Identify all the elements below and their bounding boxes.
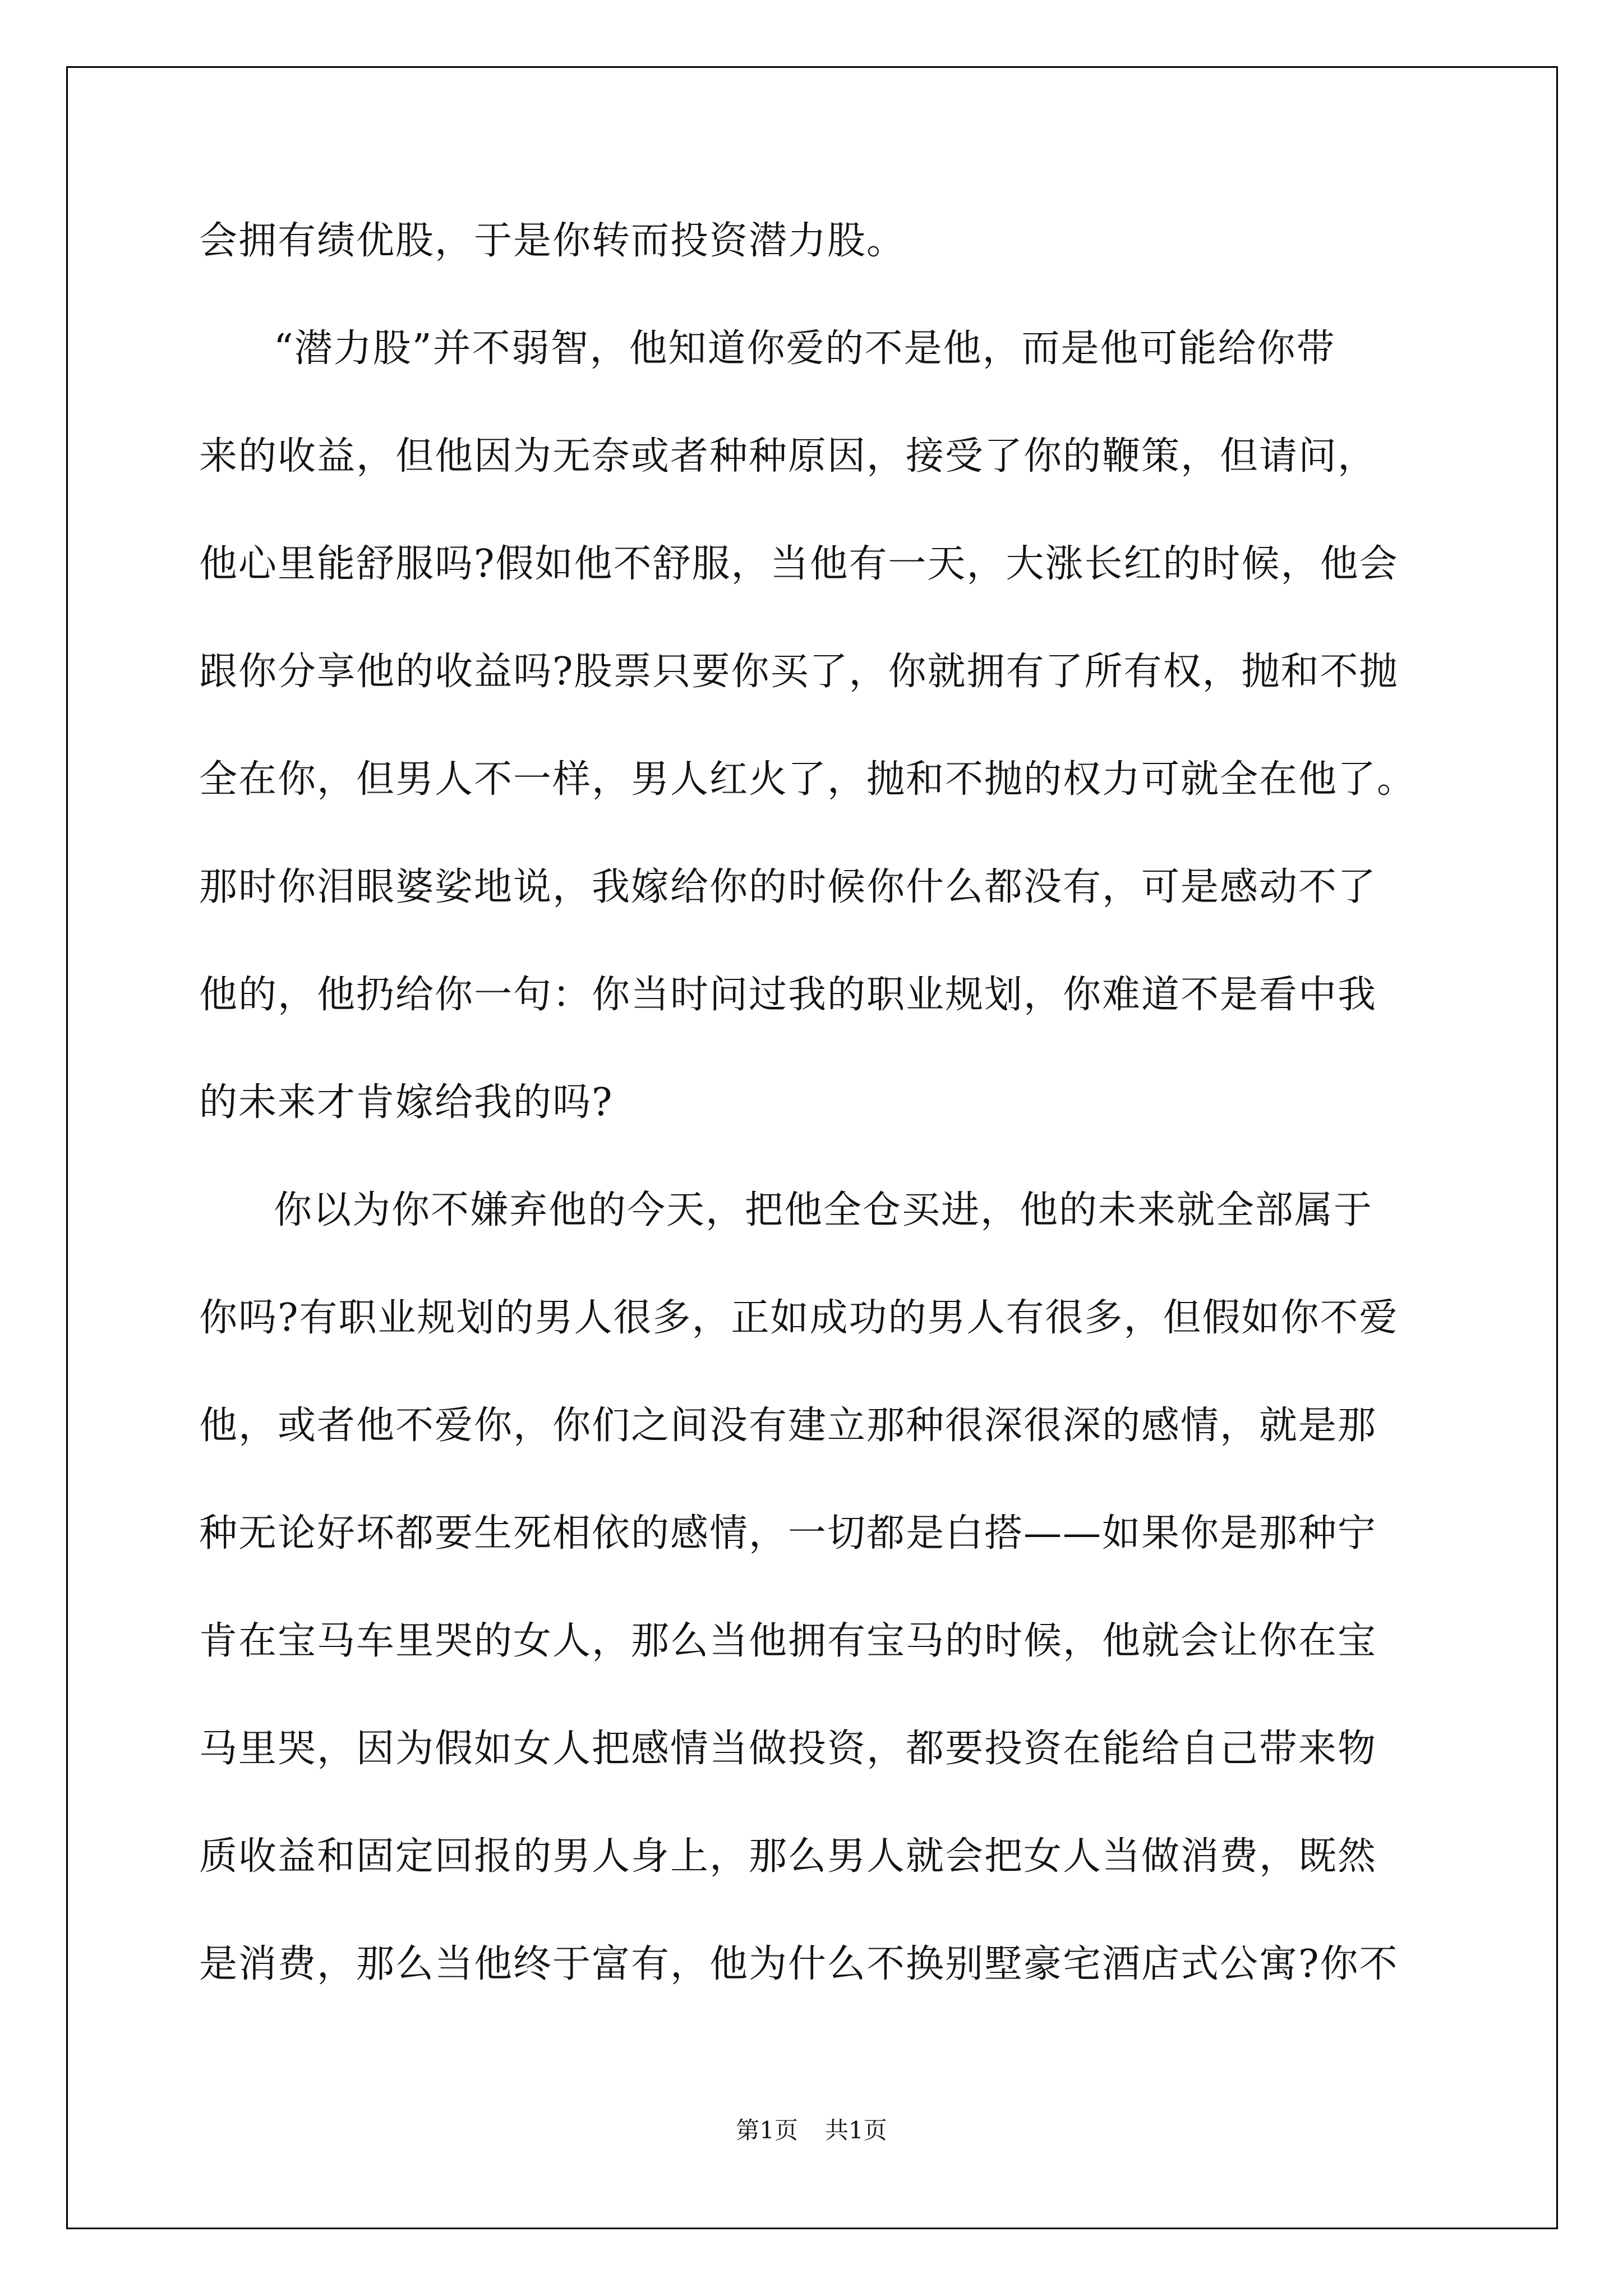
body-line: 他心里能舒服吗?假如他不舒服，当他有一天，大涨长红的时候，他会 bbox=[199, 542, 1399, 586]
body-line: 马里哭，因为假如女人把感情当做投资，都要投资在能给自己带来物 bbox=[199, 1727, 1377, 1771]
page-footer bbox=[0, 2116, 1623, 2145]
body-line: 会拥有绩优股，于是你转而投资潜力股。 bbox=[199, 219, 906, 263]
paragraph-start-line: 你以为你不嫌弃他的今天，把他全仓买进，他的未来就全部属于 bbox=[274, 1188, 1373, 1232]
body-line: 来的收益，但他因为无奈或者种种原因，接受了你的鞭策，但请问， bbox=[199, 434, 1377, 478]
page-number-total: 共1页 bbox=[825, 2116, 887, 2144]
body-line: 质收益和固定回报的男人身上，那么男人就会把女人当做消费，既然 bbox=[199, 1834, 1377, 1879]
body-line: 那时你泪眼婆娑地说，我嫁给你的时候你什么都没有，可是感动不了 bbox=[199, 865, 1377, 909]
page-border bbox=[66, 66, 1558, 2229]
body-line: 他，或者他不爱你，你们之间没有建立那种很深很深的感情，就是那 bbox=[199, 1404, 1377, 1448]
body-line: 肯在宝马车里哭的女人，那么当他拥有宝马的时候，他就会让你在宝 bbox=[199, 1619, 1377, 1663]
body-line: 全在你，但男人不一样，男人红火了，抛和不抛的权力可就全在他了。 bbox=[199, 757, 1417, 802]
page-number-current: 第1页 bbox=[736, 2116, 798, 2144]
body-line: 的未来才肯嫁给我的吗? bbox=[199, 1080, 614, 1125]
body-line: 他的，他扔给你一句：你当时问过我的职业规划，你难道不是看中我 bbox=[199, 973, 1377, 1017]
body-line: 你吗?有职业规划的男人很多，正如成功的男人有很多，但假如你不爱 bbox=[199, 1296, 1399, 1340]
body-line: 是消费，那么当他终于富有，他为什么不换别墅豪宅酒店式公寓?你不 bbox=[199, 1942, 1399, 1986]
body-line: 种无论好坏都要生死相依的感情，一切都是白搭——如果你是那种宁 bbox=[199, 1511, 1377, 1556]
paragraph-start-line: “潜力股”并不弱智，他知道你爱的不是他，而是他可能给你带 bbox=[274, 326, 1336, 371]
body-line: 跟你分享他的收益吗?股票只要你买了，你就拥有了所有权，抛和不抛 bbox=[199, 650, 1399, 694]
